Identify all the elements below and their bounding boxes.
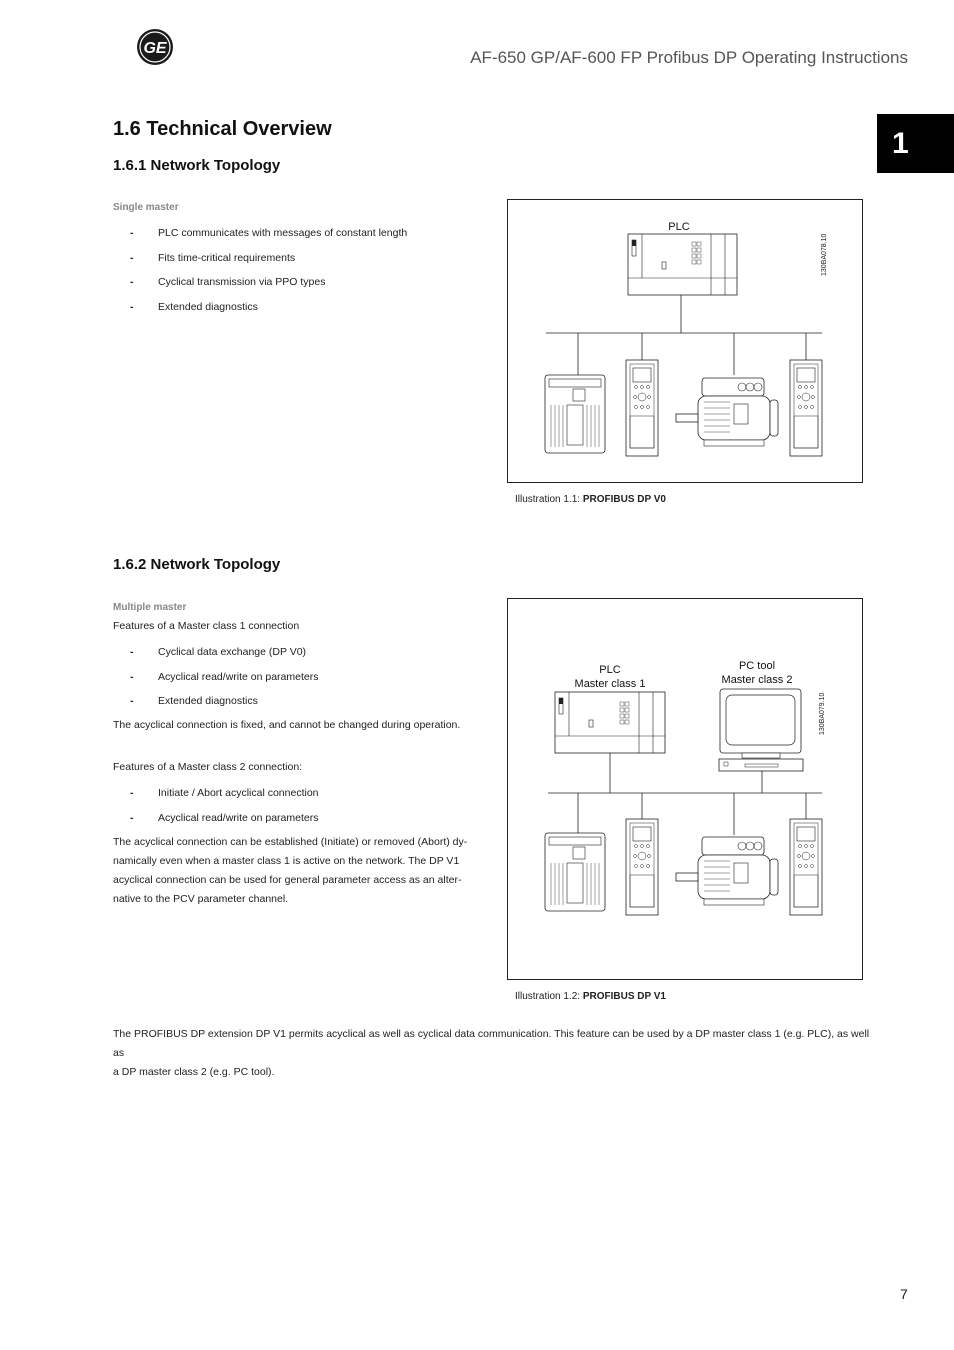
subsection-1-title: 1.6.1 Network Topology <box>113 157 281 174</box>
figure-code: 130BA079.10 <box>819 692 826 735</box>
single-master-bullets <box>113 226 407 325</box>
plc-device <box>628 234 737 295</box>
drive-unit <box>545 375 605 453</box>
subsection-2-title: 1.6.2 Network Topology <box>113 556 281 573</box>
figure-caption-1: Illustration 1.1: PROFIBUS DP V0 <box>515 494 666 505</box>
master-class-1-label: Master class 1 <box>574 678 646 690</box>
list-item: - Acyclical read/write on parameters <box>130 811 319 824</box>
acyclic-fixed-note: The acyclical connection is fixed, and cannot be changed during operation. <box>113 719 461 731</box>
dp-v1-extension-paragraph: The PROFIBUS DP extension DP V1 permits acyclical as well as cyclical data communication. This feature can be used by a DP master class 1 (e.g. PLC), as well as a DP master class 2 (e.g. PC tool). <box>113 1028 870 1078</box>
plc-label: PLC <box>599 664 621 676</box>
bus-lines <box>546 295 822 375</box>
pc-computer <box>719 689 803 771</box>
master-class-1-intro: Features of a Master class 1 connection <box>113 620 300 632</box>
motor-unit <box>676 837 778 905</box>
figure-profibus-dp-v1 <box>507 598 863 980</box>
drive-unit <box>790 819 822 915</box>
pc-tool-label: PC tool <box>738 660 776 672</box>
section-title: 1.6 Technical Overview <box>113 118 332 140</box>
list-item: - Extended diagnostics <box>130 695 258 708</box>
list-item: - Acyclical read/write on parameters <box>130 670 319 683</box>
list-item: - Cyclical data exchange (DP V0) <box>130 646 307 658</box>
page-number: 7 <box>900 1286 908 1302</box>
logo-text: GE <box>143 40 167 57</box>
master-class-1-bullets <box>113 645 318 719</box>
figure-code: 130BA078.10 <box>821 233 828 276</box>
drive-unit <box>626 360 658 456</box>
chapter-tab <box>877 114 954 173</box>
master-class-2-bullets <box>113 786 319 835</box>
acyclic-body-text: The acyclical connection can be established (Initiate) or removed (Abort) dy- namically even when a master class 1 is active on the network. The DP V1 acyclical connection can be used for general parameter access as an alter- native to the PCV parameter channel. <box>113 836 468 905</box>
figure-caption-2: Illustration 1.2: PROFIBUS DP V1 <box>515 991 666 1002</box>
motor-unit <box>676 378 778 446</box>
multiple-master-label: Multiple master <box>113 602 187 613</box>
list-item: - Cyclical transmission via PPO types <box>130 276 326 289</box>
figure-profibus-dp-v0 <box>507 199 863 483</box>
ge-logo <box>136 28 174 66</box>
document-title: AF-650 GP/AF-600 FP Profibus DP Operating Instructions <box>470 48 908 67</box>
chapter-number: 1 <box>892 126 909 160</box>
drive-unit <box>790 360 822 456</box>
list-item: - Fits time-critical requirements <box>130 251 296 264</box>
drive-unit <box>626 819 658 915</box>
list-item: - Initiate / Abort acyclical connection <box>130 787 319 799</box>
list-item: - Extended diagnostics <box>130 301 258 314</box>
drive-unit <box>545 833 605 911</box>
plc-device <box>555 692 665 753</box>
master-class-2-intro: Features of a Master class 2 connection: <box>113 761 303 773</box>
list-item: - PLC communicates with messages of constant length <box>130 227 408 239</box>
single-master-label: Single master <box>113 202 179 213</box>
master-class-2-label: Master class 2 <box>721 674 793 686</box>
plc-label: PLC <box>668 221 690 233</box>
